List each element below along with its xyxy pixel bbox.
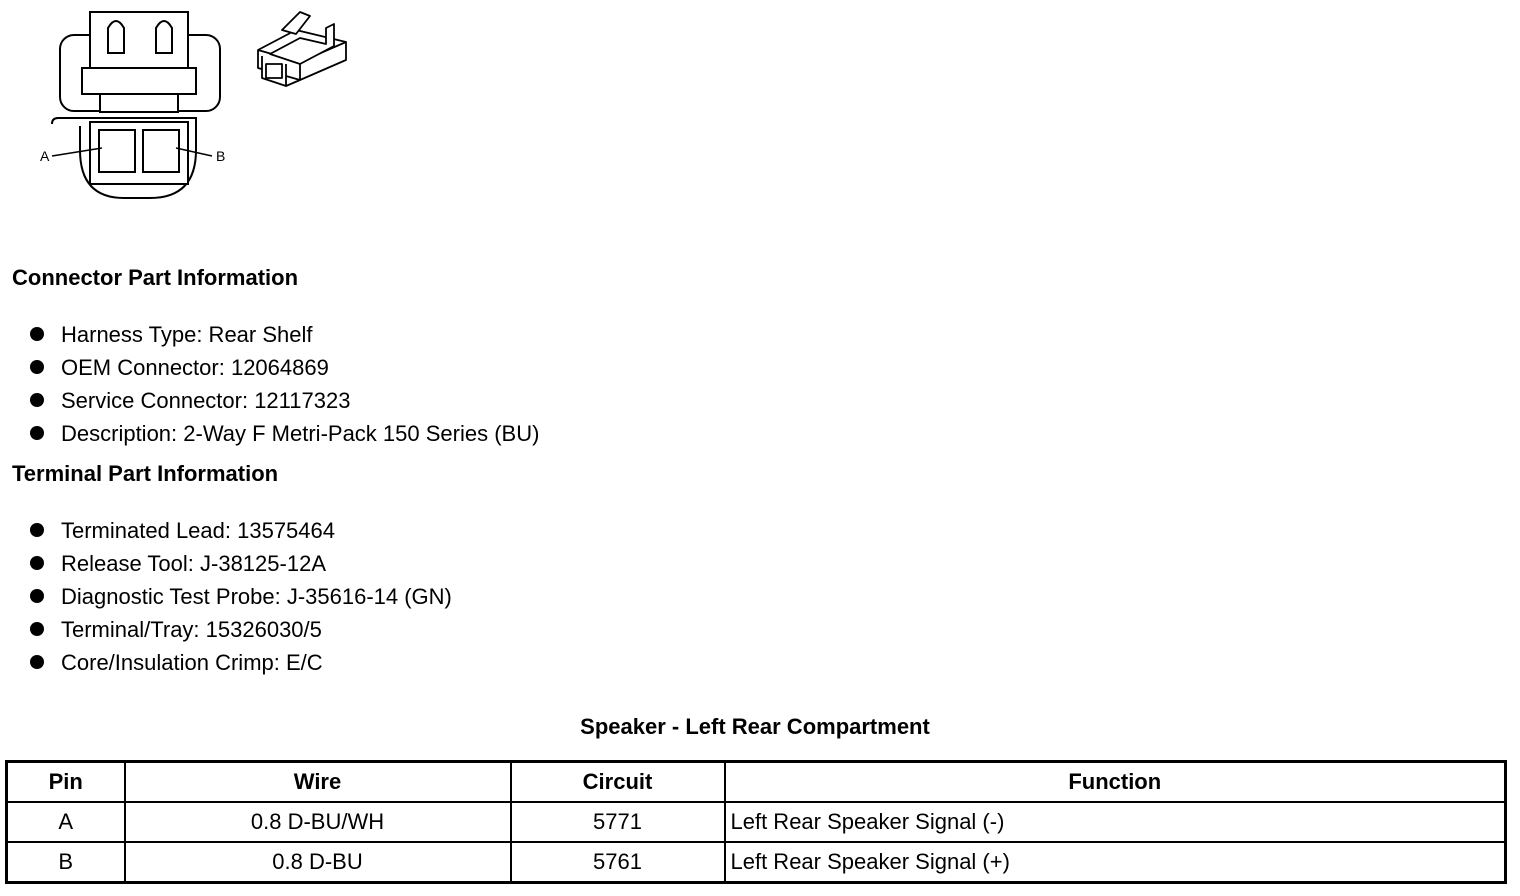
list-item: Core/Insulation Crimp: E/C [0,646,452,679]
list-item: Harness Type: Rear Shelf [0,318,539,351]
cell-wire: 0.8 D-BU/WH [125,802,511,842]
cell-pin: B [7,842,125,883]
cell-wire: 0.8 D-BU [125,842,511,883]
list-item: Diagnostic Test Probe: J-35616-14 (GN) [0,580,452,613]
pin-b-label: B [216,148,226,164]
pin-table [5,760,1507,884]
list-item: Terminated Lead: 13575464 [0,514,452,547]
table-row [7,842,1506,883]
terminal-info-title: Terminal Part Information [12,461,279,486]
connector-info-title: Connector Part Information [12,265,299,290]
table-header-row [7,762,1506,803]
header-pin: Pin [7,762,125,803]
list-item: OEM Connector: 12064869 [0,351,539,384]
cell-circuit: 5761 [511,842,725,883]
header-circuit: Circuit [511,762,725,803]
pin-table-title: Speaker - Left Rear Compartment [580,714,930,739]
connector-face-view [52,12,220,198]
table-row [7,802,1506,842]
pin-b-cavity [143,130,179,172]
list-item: Description: 2-Way F Metri-Pack 150 Series (BU) [0,417,539,450]
header-function: Function [725,762,1506,803]
connector-iso-view [258,12,346,86]
connector-diagram [0,0,360,210]
cell-circuit: 5771 [511,802,725,842]
terminal-info-list [0,514,452,679]
list-item: Terminal/Tray: 15326030/5 [0,613,452,646]
list-item: Service Connector: 12117323 [0,384,539,417]
cell-pin: A [7,802,125,842]
pin-a-label: A [40,148,50,164]
list-item: Release Tool: J-38125-12A [0,547,452,580]
header-wire: Wire [125,762,511,803]
pin-a-cavity [99,130,135,172]
cell-function: Left Rear Speaker Signal (+) [725,842,1506,883]
connector-info-list [0,318,539,450]
cell-function: Left Rear Speaker Signal (-) [725,802,1506,842]
